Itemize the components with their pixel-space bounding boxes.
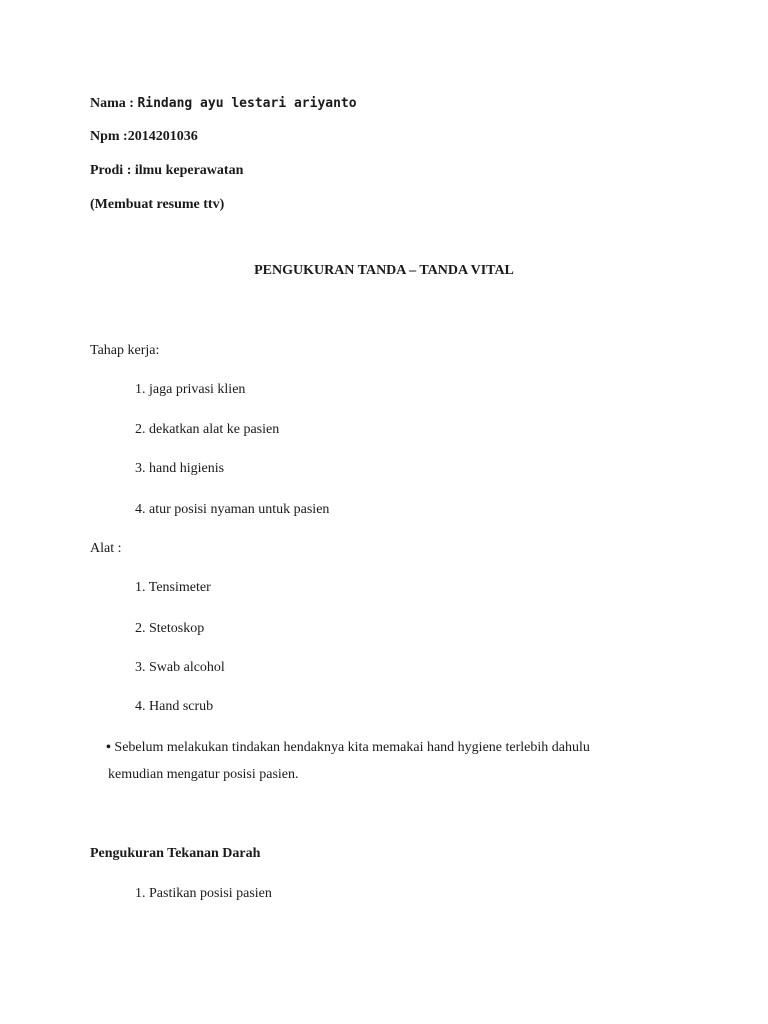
assignment-line: (Membuat resume ttv) — [90, 197, 225, 212]
document-title: PENGUKURAN TANDA – TANDA VITAL — [254, 263, 514, 278]
alat-item: 4. Hand scrub — [135, 699, 214, 714]
tahap-kerja-item: 3. hand higienis — [135, 461, 225, 476]
tahap-kerja-heading: Tahap kerja: — [90, 343, 160, 358]
prodi-line: Prodi : ilmu keperawatan — [90, 163, 244, 178]
tekanan-darah-heading: Pengukuran Tekanan Darah — [90, 846, 261, 861]
note-line-2: kemudian mengatur posisi pasien. — [108, 767, 299, 782]
tahap-kerja-item: 2. dekatkan alat ke pasien — [135, 422, 280, 437]
tahap-kerja-item: 1. jaga privasi klien — [135, 382, 246, 397]
nama-value: Rindang ayu lestari ariyanto — [137, 96, 357, 111]
alat-item: 2. Stetoskop — [135, 621, 205, 636]
note-line-1 — [106, 739, 590, 757]
bullet-icon: • — [106, 740, 111, 755]
alat-item: 1. Tensimeter — [135, 580, 211, 595]
nama-label: Nama : — [90, 96, 138, 111]
nama-line — [90, 95, 357, 113]
npm-line: Npm :2014201036 — [90, 129, 198, 144]
tekanan-darah-item: 1. Pastikan posisi pasien — [135, 886, 272, 901]
alat-item: 3. Swab alcohol — [135, 660, 225, 675]
tahap-kerja-item: 4. atur posisi nyaman untuk pasien — [135, 502, 330, 517]
note-text-1: Sebelum melakukan tindakan hendaknya kita memakai hand hygiene terlebih dahulu — [110, 740, 590, 755]
alat-heading: Alat : — [90, 541, 122, 556]
